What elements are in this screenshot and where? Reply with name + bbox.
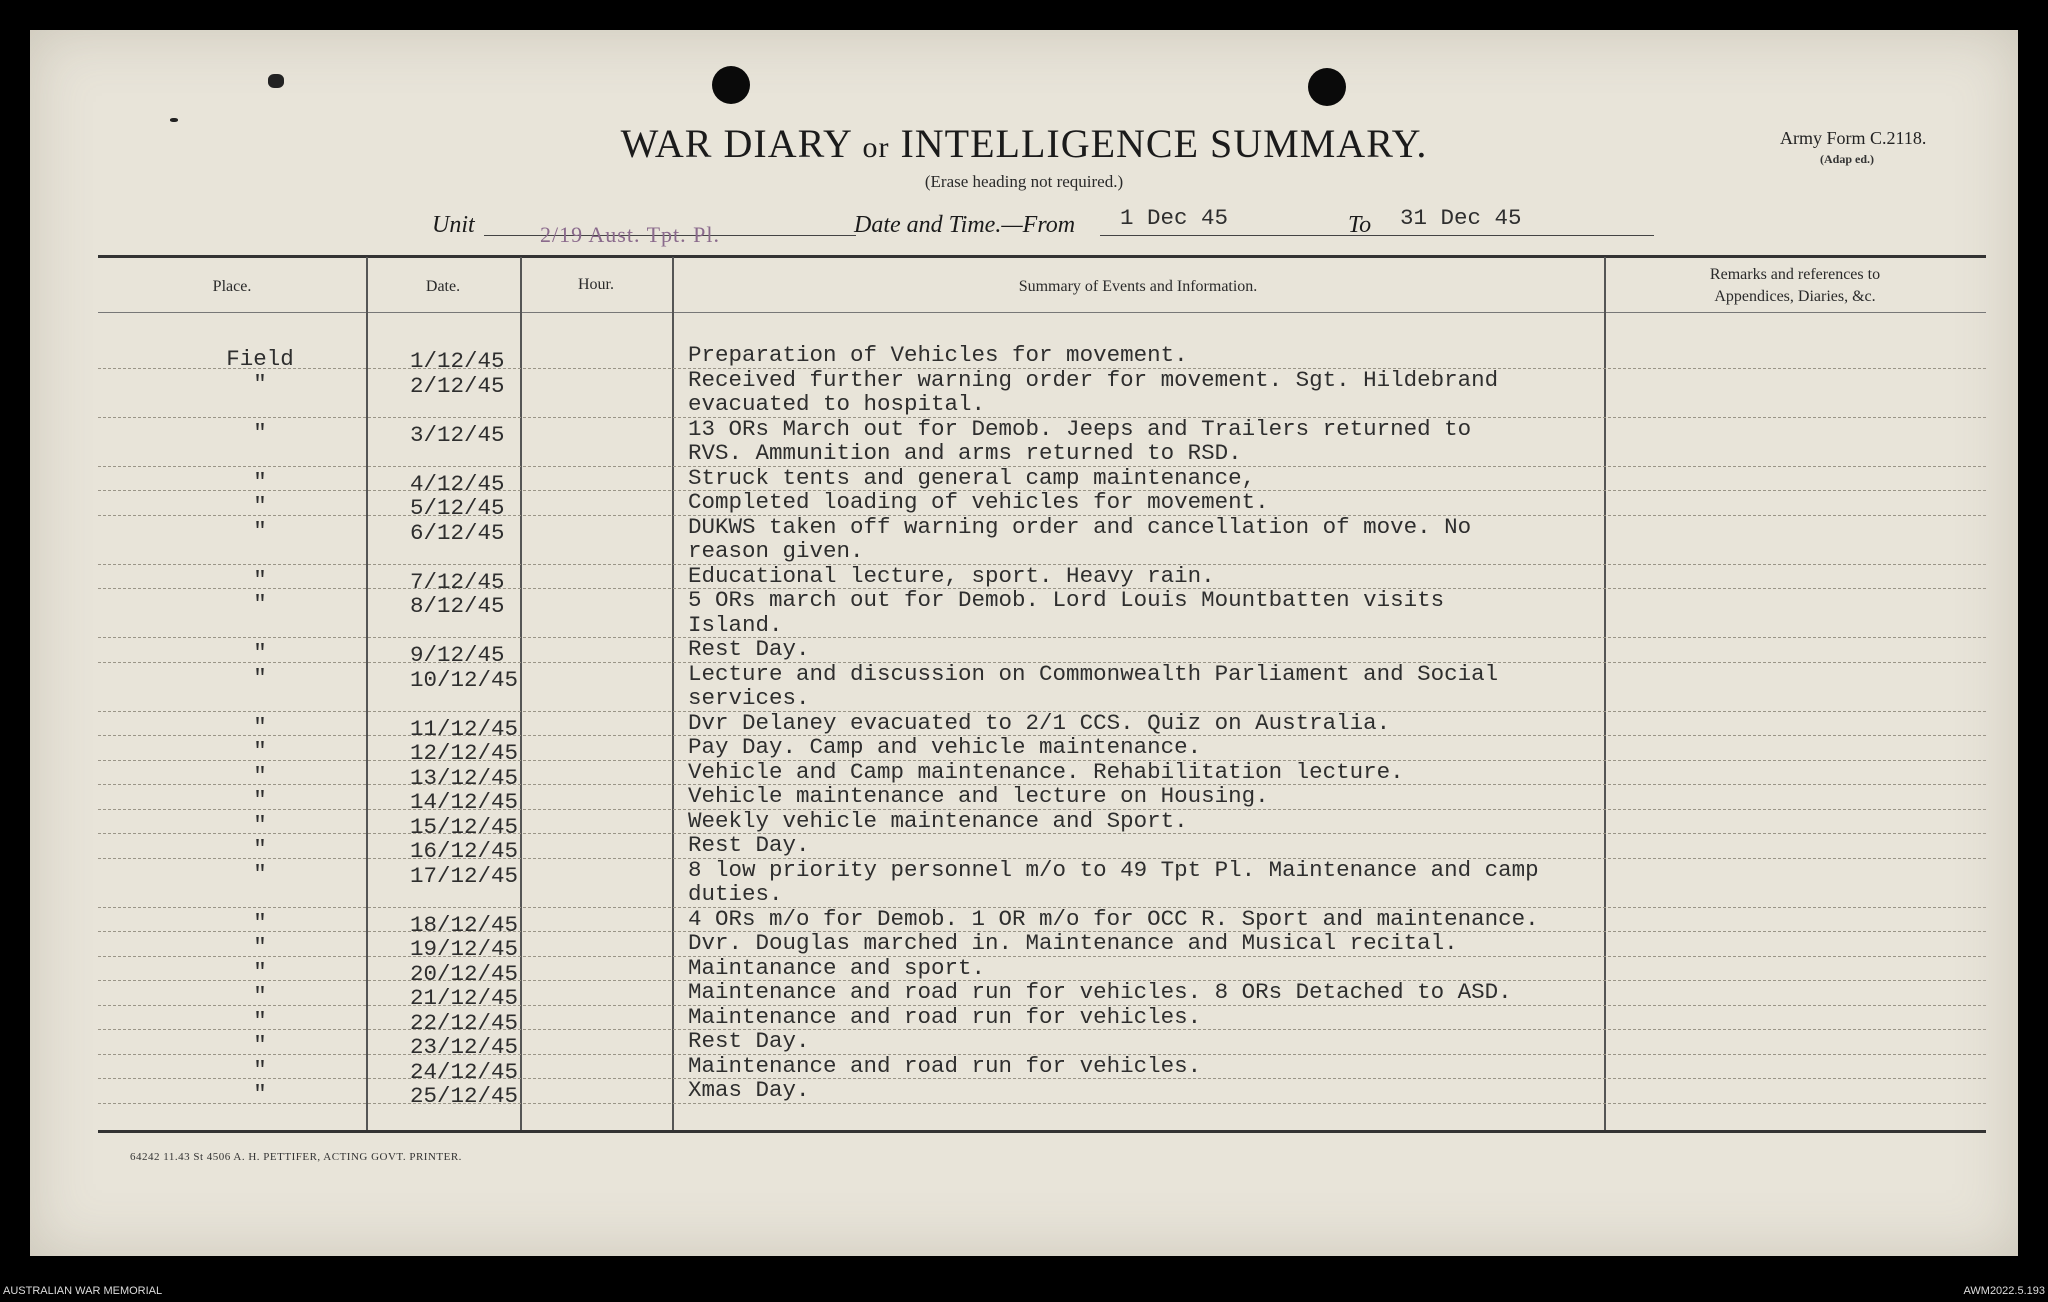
entry-date: 24/12/45 [410,1058,519,1085]
adapted-note: (Adap ed.) [1820,152,1875,166]
entry-summary-line: Weekly vehicle maintenance and Sport. [688,807,1188,834]
entry-summary-line: RVS. Ammunition and arms returned to RSD. [688,440,1242,466]
entry-place: " [253,811,267,838]
entry-summary-line: Preparation of Vehicles for movement. [688,342,1188,368]
entry-date: 2/12/45 [410,372,505,399]
punch-hole-right [1308,68,1346,106]
army-form-number: Army Form C.2118. [1780,128,1927,148]
form-subtitle: (Erase heading not required.) [924,172,1124,191]
entry-summary-line: Dvr Delaney evacuated to 2/1 CCS. Quiz on Australia. [688,709,1391,736]
entry-date: 1/12/45 [410,348,505,374]
entry-summary-line: Educational lecture, sport. Heavy rain. [688,562,1215,589]
entry-place: " [253,787,267,813]
entry-place: " [253,860,267,887]
entry-date: 21/12/45 [410,985,519,1011]
entry-place: " [253,1081,267,1107]
entry-date: 11/12/45 [410,715,519,742]
entry-place: " [253,909,267,936]
entry-summary-line: Maintenance and road run for vehicles. 8 ORs Detached to ASD. [688,979,1512,1005]
entry-summary-line: 13 ORs March out for Demob. Jeeps and Trailers returned to [688,415,1472,442]
form-title [30,120,2018,167]
date-to: 31 Dec 45 [1400,205,1522,231]
date-from: 1 Dec 45 [1120,205,1229,231]
entry-date: 5/12/45 [410,495,505,521]
entry-summary-line: 8 low priority personnel m/o to 49 Tpt Pl. Maintenance and camp [688,856,1539,883]
entry-place: " [253,713,267,740]
entry-date: 16/12/45 [410,838,519,864]
entry-place: " [253,517,267,544]
entry-summary-line: services. [688,685,810,711]
unit-label: Unit [432,212,475,238]
column-divider [672,257,674,1130]
entry-summary-line: reason given. [688,538,864,564]
row-rule [98,1103,1986,1104]
entry-date: 7/12/45 [410,568,505,595]
column-header-hour: Hour. [578,276,614,293]
entry-place: " [253,591,267,617]
column-header-date: Date. [425,278,461,295]
entry-place: " [253,566,267,593]
entry-summary-line: Completed loading of vehicles for movement. [688,489,1269,515]
row-rule [98,1078,1986,1079]
entry-date: 25/12/45 [410,1083,519,1109]
entry-date: 22/12/45 [410,1009,519,1036]
entry-summary-line: 4 ORs m/o for Demob. 1 OR m/o for OCC R. Sport and maintenance. [688,905,1539,932]
entry-place: " [253,1032,267,1058]
entry-summary-line: Maintenance and road run for vehicles. [688,1052,1202,1079]
entry-summary-line: Maintanance and sport. [688,954,986,981]
entry-summary-line: Received further warning order for movement. Sgt. Hildebrand [688,366,1499,393]
title-part1: WAR DIARY [620,121,852,166]
remarks-header-line2: Appendices, Diaries, &c. [1714,288,1876,305]
to-label: To [1348,212,1372,238]
column-header-remarks [1604,264,1986,308]
entry-summary-line: Dvr. Douglas marched in. Maintenance and Musical recital. [688,930,1458,956]
diary-page [30,30,2018,1256]
entry-date: 9/12/45 [410,642,505,668]
archive-name: AUSTRALIAN WAR MEMORIAL [3,1285,163,1297]
column-divider [1604,257,1606,1130]
entry-date: 6/12/45 [410,519,505,546]
entry-date: 18/12/45 [410,911,519,938]
row-rule [98,956,1986,957]
entry-place: " [253,762,267,789]
entry-date: 19/12/45 [410,936,519,962]
entry-date: 4/12/45 [410,470,505,497]
row-rule [98,637,1986,638]
entry-summary-line: Pay Day. Camp and vehicle maintenance. [688,734,1202,760]
ink-speck [268,74,284,88]
entry-date: 23/12/45 [410,1034,519,1060]
entry-summary-line: evacuated to hospital. [688,391,986,417]
punch-hole-left [712,66,750,104]
column-divider [366,257,368,1130]
entry-place: " [253,640,267,666]
printer-imprint: 64242 11.43 St 4506 A. H. PETTIFER, ACTING GOVT. PRINTER. [130,1151,462,1163]
entry-summary-line: Struck tents and general camp maintenance, [688,464,1256,491]
column-header-summary: Summary of Events and Information. [1018,278,1258,295]
table-bottom-rule [98,1130,1986,1133]
entry-place: " [253,983,267,1009]
date-time-label: Date and Time.—From [854,212,1076,238]
entry-summary-line: duties. [688,881,783,907]
column-divider [520,257,522,1130]
entry-date: 13/12/45 [410,764,519,791]
column-header-place: Place. [212,278,252,295]
entry-date: 17/12/45 [410,862,519,889]
entry-summary-line: 5 ORs march out for Demob. Lord Louis Mountbatten visits [688,587,1445,613]
entry-place: " [253,1056,267,1083]
entry-summary-line: Maintenance and road run for vehicles. [688,1003,1202,1030]
entry-place: " [253,934,267,960]
entry-place: " [253,493,267,519]
entry-place: " [253,664,267,691]
entry-date: 15/12/45 [410,813,519,840]
date-from-line [1100,235,1380,236]
date-to-line [1378,235,1654,236]
title-part2: INTELLIGENCE SUMMARY. [900,121,1428,166]
archive-reference: AWM2022.5.193 [1963,1285,2045,1297]
table-top-rule [98,255,1986,258]
entry-place: Field [226,346,294,372]
entry-date: 8/12/45 [410,593,505,619]
entry-summary-line: Rest Day. [688,636,810,662]
entry-summary-line: Island. [688,611,783,638]
entry-place: " [253,370,267,397]
entry-summary-line: Vehicle and Camp maintenance. Rehabilitation lecture. [688,758,1404,785]
entry-summary-line: Vehicle maintenance and lecture on Housing. [688,783,1269,809]
entry-place: " [253,958,267,985]
entry-summary-line: Lecture and discussion on Commonwealth Parliament and Social [688,660,1499,687]
entry-place: " [253,836,267,862]
entry-date: 20/12/45 [410,960,519,987]
entry-date: 12/12/45 [410,740,519,766]
row-rule [98,833,1986,834]
entry-summary-line: Xmas Day. [688,1077,810,1103]
entry-date: 3/12/45 [410,421,505,448]
entry-summary-line: DUKWS taken off warning order and cancellation of move. No [688,513,1472,540]
title-or: or [862,131,890,164]
row-rule [98,1029,1986,1030]
entry-place: " [253,1007,267,1034]
header-bottom-rule [98,312,1986,313]
unit-stamp: 2/19 Aust. Tpt. Pl. [540,222,720,247]
entry-summary-line: Rest Day. [688,832,810,858]
entry-place: " [253,468,267,495]
remarks-header-line1: Remarks and references to [1709,266,1881,283]
entry-date: 14/12/45 [410,789,519,815]
entry-place: " [253,738,267,764]
entry-date: 10/12/45 [410,666,519,693]
entry-place: " [253,419,267,446]
entry-summary-line: Rest Day. [688,1028,810,1054]
